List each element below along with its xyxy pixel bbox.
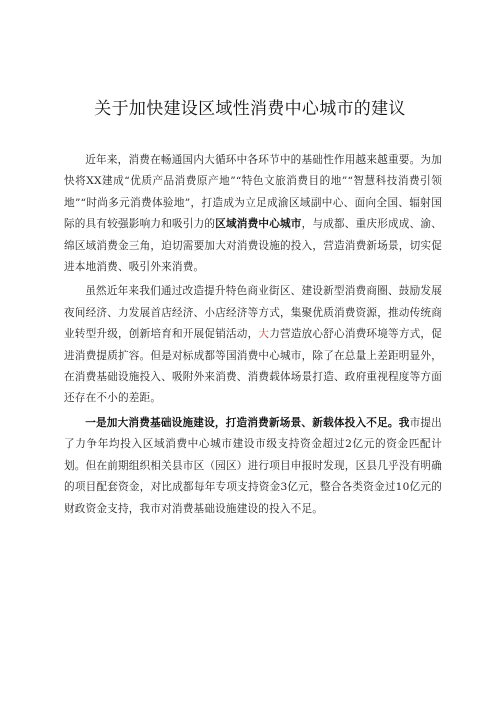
document-title: 关于加快建设区域性消费中心城市的建议 [94,99,406,119]
document-body [64,150,442,520]
paragraph-2-text-c: 力营造放心舒心消费环境等方式，促进消费提质扩容。但是对标成都等国消费中心城市，除了在总量上差距明显外，在消费基础设施投入、吸附外来消费、消费载体场景打造、政府重视程度等方面还存在不小的差距。 [64,328,443,405]
paragraph-1-text-c: ，与成都、重庆形成成、渝、绵区域消费金三角，迫切需要加大对消费设施的投入，营造消费新场景，切实促进本地消费、吸引外来消费。 [64,218,442,274]
paragraph-3-text-c: 市提出了力争年均投入区域消费中心城市建设市级支持资金超过2亿元的资金匹配计划。但在前期组织相关县市区（园区）进行项目申报时发现，区县几乎没有明确的项目配套资金，对比成都每年专项支持资金3亿元，整合各类资金过10亿元的财政资金支持，我市对消费基础设施建设的投入不足。 [64,416,442,515]
paragraph-1-bold-phrase: 区域消费中心城市 [215,218,302,231]
paragraph-3-bold-char: 我 [398,416,410,429]
paragraph-1-text-a: 近年来，消费在畅通国内大循环中各环节中的基础性作用越来越重要。为加快将XX建成“优质产品消费原产地”“特色文旅消费目的地”“智慧科技消费引领地”“时尚多元消费体验地”，打造成为立足成渝区域副中心、面向全国、辐射国际的具有较强影响力和吸引力的 [64,154,442,231]
paragraph-3 [64,413,442,520]
paragraph-3-heading: 一是加大消费基础设施建设，打造消费新场景、新载体投入不足。 [85,416,399,429]
paragraph-2 [64,281,442,409]
paragraph-2-text-a: 虽然近年来我们通过改造提升特色商业街区、建设新型消费商圈、鼓励发展夜间经济、力发展首店经济、小店经济等方式，集聚优质消费资源，推动传统商业转型升级，创新培育和开展促销活动， [64,285,442,341]
paragraph-2-highlight: 大 [258,328,270,341]
paragraph-1 [64,150,442,278]
